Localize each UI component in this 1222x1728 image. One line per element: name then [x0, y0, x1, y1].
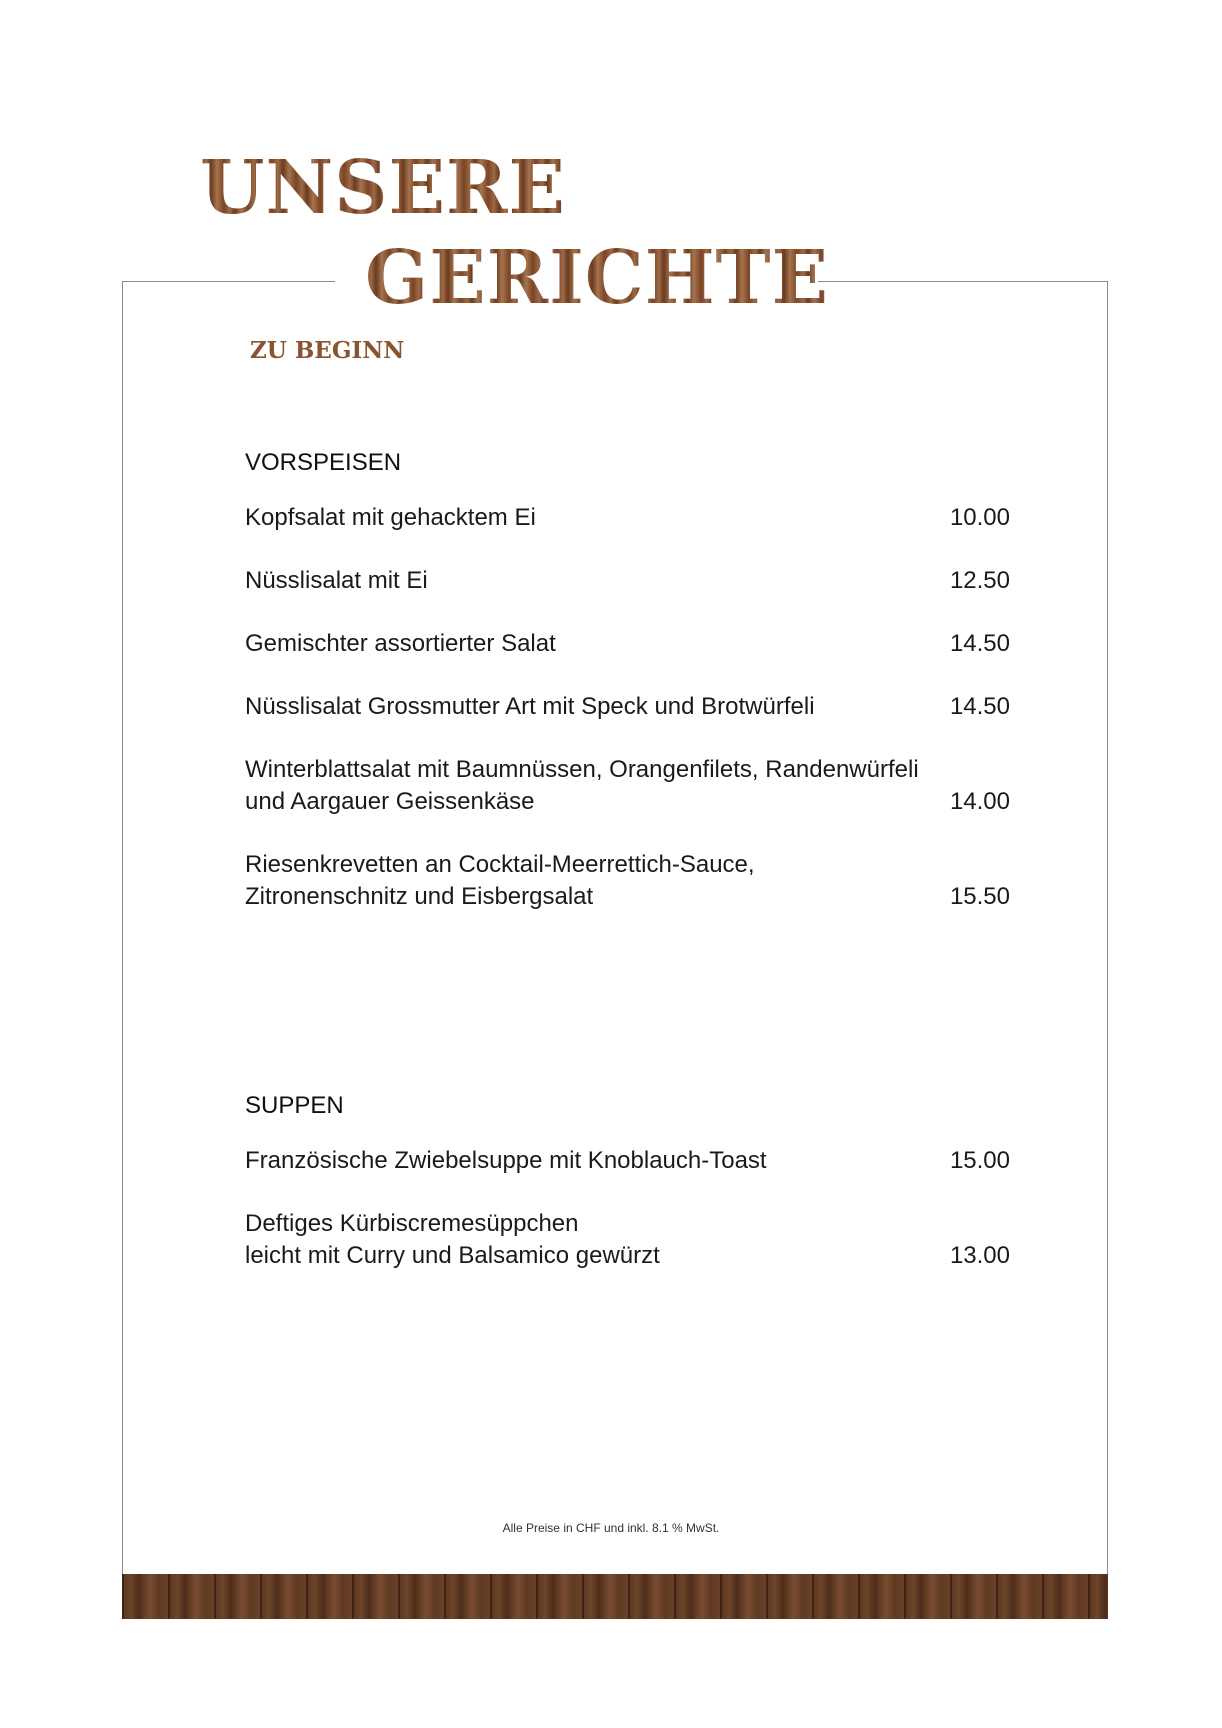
dish-price: 10.00	[949, 504, 1010, 531]
frame-top-right-line	[818, 281, 1108, 282]
dish-price: 14.00	[949, 788, 1010, 815]
dish-name-line: Zitronenschnitz und Eisbergsalat	[245, 883, 594, 910]
page-title-line-2: GERICHTE	[365, 235, 829, 321]
dish-name-line: Französische Zwiebelsuppe mit Knoblauch-Toast	[245, 1147, 767, 1174]
dish-price: 14.50	[949, 693, 1010, 720]
menu-item	[245, 849, 1010, 913]
menu-item	[245, 628, 1010, 660]
dish-name	[245, 849, 925, 913]
menu-item	[245, 565, 1010, 597]
menu-item	[245, 502, 1010, 534]
dish-name	[245, 1145, 925, 1177]
menu-list-suppen	[245, 1145, 1010, 1303]
dish-name-line: Nüsslisalat Grossmutter Art mit Speck und Brotwürfeli	[245, 693, 815, 720]
dish-name-line: und Aargauer Geissenkäse	[245, 788, 535, 815]
dish-name	[245, 502, 925, 534]
frame-right-line	[1107, 281, 1108, 1619]
dish-name	[245, 754, 925, 818]
dish-name	[245, 628, 925, 660]
menu-list-vorspeisen	[245, 502, 1010, 944]
section-heading-vorspeisen: VORSPEISEN	[245, 449, 402, 476]
frame-left-line	[122, 281, 123, 1619]
price-note: Alle Preise in CHF und inkl. 8.1 % MwSt.	[502, 1521, 720, 1535]
section-heading-suppen: SUPPEN	[245, 1092, 344, 1119]
dish-name	[245, 691, 925, 723]
dish-price: 14.50	[949, 630, 1010, 657]
dish-price: 15.00	[949, 1147, 1010, 1174]
page-subtitle: ZU BEGINN	[250, 337, 405, 364]
menu-item	[245, 691, 1010, 723]
dish-name-line: Gemischter assortierter Salat	[245, 630, 556, 657]
menu-item	[245, 754, 1010, 818]
menu-item	[245, 1208, 1010, 1272]
page-title-line-1: UNSERE	[200, 145, 566, 231]
dish-price: 13.00	[949, 1242, 1010, 1269]
wood-decoration-strip	[122, 1574, 1108, 1619]
frame-top-left-line	[122, 281, 335, 282]
dish-name-line: Deftiges Kürbiscremesüppchen	[245, 1210, 579, 1237]
dish-name-line: Nüsslisalat mit Ei	[245, 567, 428, 594]
menu-item	[245, 1145, 1010, 1177]
dish-name-line: Kopfsalat mit gehacktem Ei	[245, 504, 536, 531]
dish-name-line: leicht mit Curry und Balsamico gewürzt	[245, 1242, 660, 1269]
dish-name-line: Winterblattsalat mit Baumnüssen, Orangenfilets, Randenwürfeli	[245, 756, 919, 783]
dish-price: 15.50	[949, 883, 1010, 910]
dish-name	[245, 1208, 925, 1272]
dish-name-line: Riesenkrevetten an Cocktail-Meerrettich-Sauce,	[245, 851, 755, 878]
dish-name	[245, 565, 925, 597]
dish-price: 12.50	[949, 567, 1010, 594]
